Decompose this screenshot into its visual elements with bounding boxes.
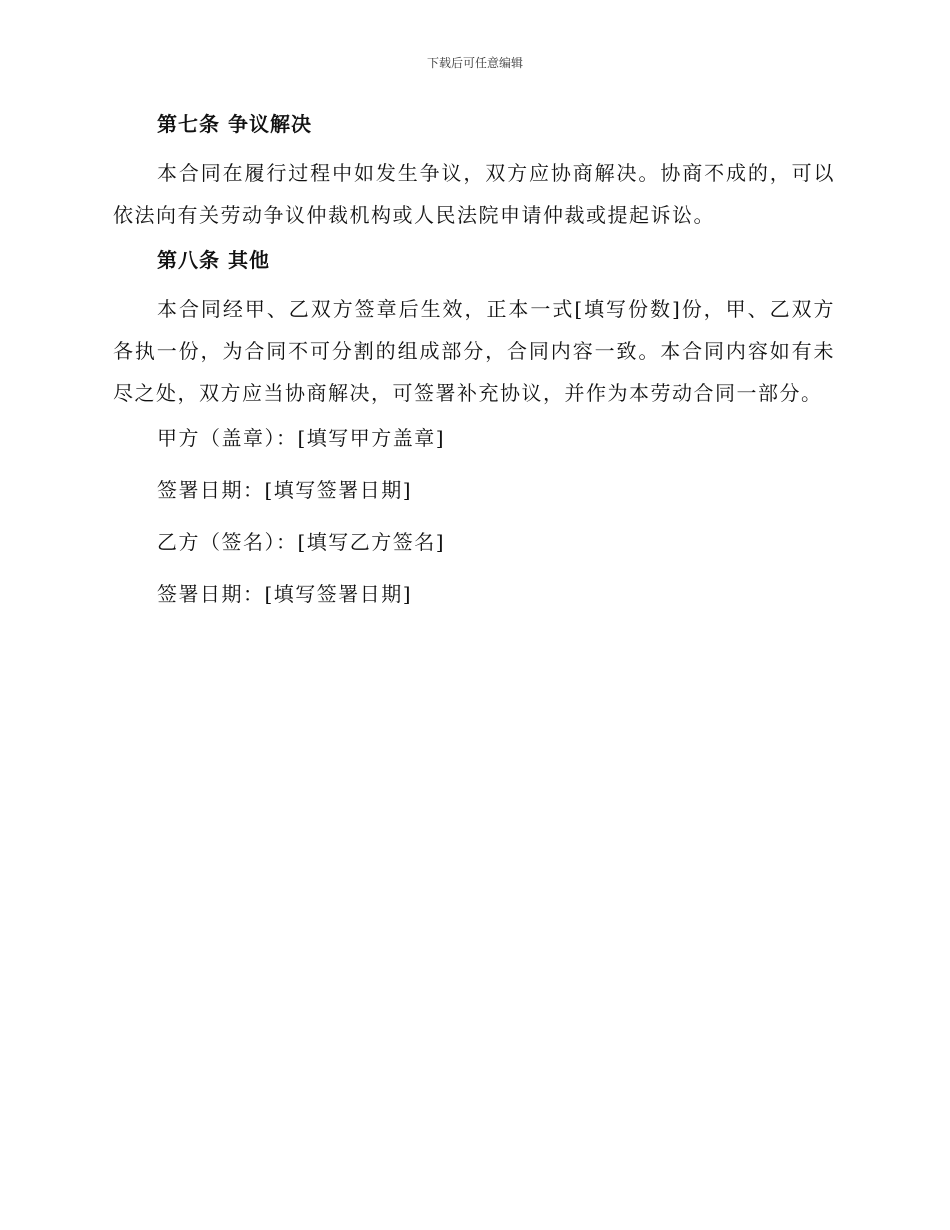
party-b-sign-date: 签署日期：[填写签署日期] <box>157 582 413 606</box>
section-paragraph: 本合同经甲、乙双方签章后生效，正本一式[填写份数]份，甲、乙双方各执一份，为合同不可分割的组成部分，合同内容一致。本合同内容如有未尽之处，双方应当协商解决，可签署补充协议，并作为本劳动合同一部分。 <box>113 297 835 405</box>
party-a-sign-date: 签署日期：[填写签署日期] <box>157 478 413 502</box>
section-heading: 第八条 其他 <box>157 248 270 272</box>
party-a-seal: 甲方（盖章）：[填写甲方盖章] <box>157 426 446 450</box>
party-b-signature: 乙方（签名）：[填写乙方签名] <box>157 530 446 554</box>
document-body <box>113 108 835 630</box>
section-heading: 第七条 争议解决 <box>157 112 312 136</box>
section-paragraph: 本合同在履行过程中如发生争议，双方应协商解决。协商不成的，可以依法向有关劳动争议仲裁机构或人民法院申请仲裁或提起诉讼。 <box>113 161 835 227</box>
page-header: 下载后可任意编辑 <box>426 56 523 70</box>
